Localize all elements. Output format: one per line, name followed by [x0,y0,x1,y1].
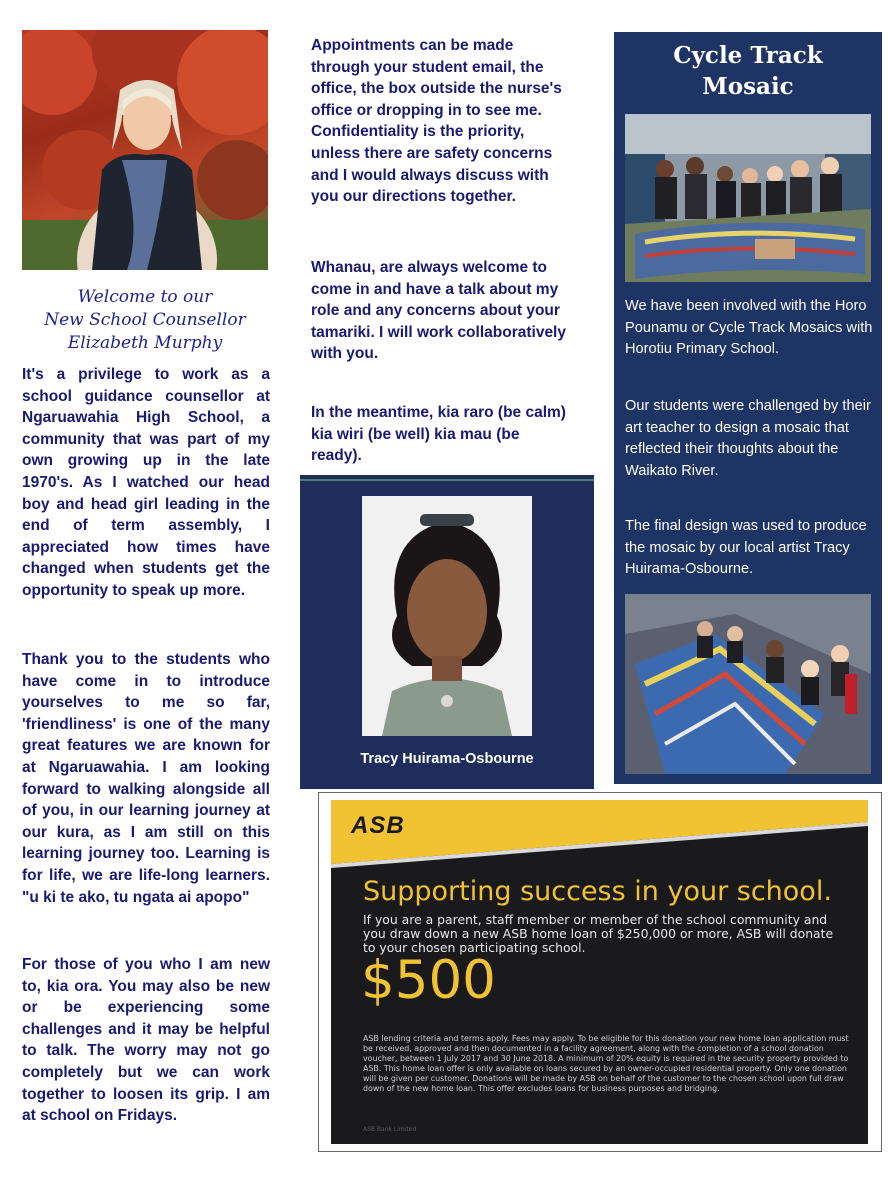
meantime-paragraph: In the meantime, kia raro (be calm) kia wiri (be well) kia mau (be ready). [311,404,566,465]
cycle-track-title [614,40,882,102]
tracy-feature-box [300,475,594,789]
cycle-title-line: Cycle Track [673,42,823,69]
welcome-title [22,286,268,355]
asb-fine-print: ASB lending criteria and terms apply. Fees may apply. To be eligible for this donation your new home loan application must be received, approved and then documented in a facility agreement, along with the completion of a school donation voucher, between 1 July 2017 and 30 June 2018. A minimum of 20% equity is required in the security property provided to ASB. This home loan offer is only available on loans secured by an owner-occupied residential property. Only one donation will be given per customer. Donations will be made by ASB on behalf of the customer to the chosen school upon full draw down of the new home loan. This offer excludes loans for business purposes and bridging. [363,1034,849,1094]
counsellor-thanks-paragraph: Thank you to the students who have come in to introduce yourselves to me so far, 'friendliness' is one of the many great features we are known for at Ngaruawahia. I am looking forward to walking alongside all of you, in our learning journey at our kura, as I am still on this learning journey too. Learning is for life, we are life-long learners. "u ki te ako, tu ngata ai apopo" [22,651,270,906]
cycle-track-panel [614,32,882,784]
tracy-caption: Tracy Huirama-Osbourne [360,751,534,767]
cycle-paragraph-3: The final design was used to produce the mosaic by our local artist Tracy Huirama-Osbourne. [625,518,867,578]
asb-logo: ASB [351,812,405,839]
appointments-paragraph: Appointments can be made through your student email, the office, the box outside the nurse's office or dropping in to see me. Confidentiality is the priority, unless there are safety concerns and I would always discuss with you our directions together. [311,37,562,206]
tracy-photo [362,496,532,736]
counsellor-intro-paragraph: It's a privilege to work as a school guidance counsellor at Ngaruawahia High School, a community that was part of my own growing up in the late 1970's. As I watched our head boy and head girl leading in the end of term assembly, I appreciated how times have changed when students get the opportunity to speak up more. [22,366,270,599]
cycle-title-line: Mosaic [702,73,794,100]
whanau-paragraph: Whanau, are always welcome to come in and have a talk about my role and any concerns about your tamariki. I will work collaboratively with you. [311,259,566,363]
asb-donation-amount: $500 [361,950,496,1011]
asb-footer: ASB Bank Limited [363,1126,417,1133]
asb-advert-panel [331,800,868,1144]
divider [300,479,594,481]
mosaic-group-photo [625,114,871,282]
asb-yellow-banner [331,800,868,880]
asb-headline: Supporting success in your school. [363,876,832,907]
asb-intro-text: If you are a parent, staff member or member of the school community and you draw down a new ASB home loan of $250,000 or more, ASB will donate to your chosen participating school. [363,912,834,955]
asb-advert [318,792,882,1152]
welcome-title-line: New School Counsellor [44,310,246,330]
welcome-title-line: Elizabeth Murphy [67,333,223,353]
counsellor-support-paragraph: For those of you who I am new to, kia ora. You may also be new or be experiencing some challenges and it may be helpful to talk. The worry may not go completely but we can work together to loosen its grip. I am at school on Fridays. [22,956,270,1125]
mosaic-overhead-photo [625,594,871,774]
welcome-title-line: Welcome to our [77,287,213,307]
cycle-paragraph-1: We have been involved with the Horo Pounamu or Cycle Track Mosaics with Horotiu Primary School. [625,298,873,358]
elizabeth-murphy-photo [22,30,268,270]
cycle-paragraph-2: Our students were challenged by their art teacher to design a mosaic that reflected their thoughts about the Waikato River. [625,398,871,479]
